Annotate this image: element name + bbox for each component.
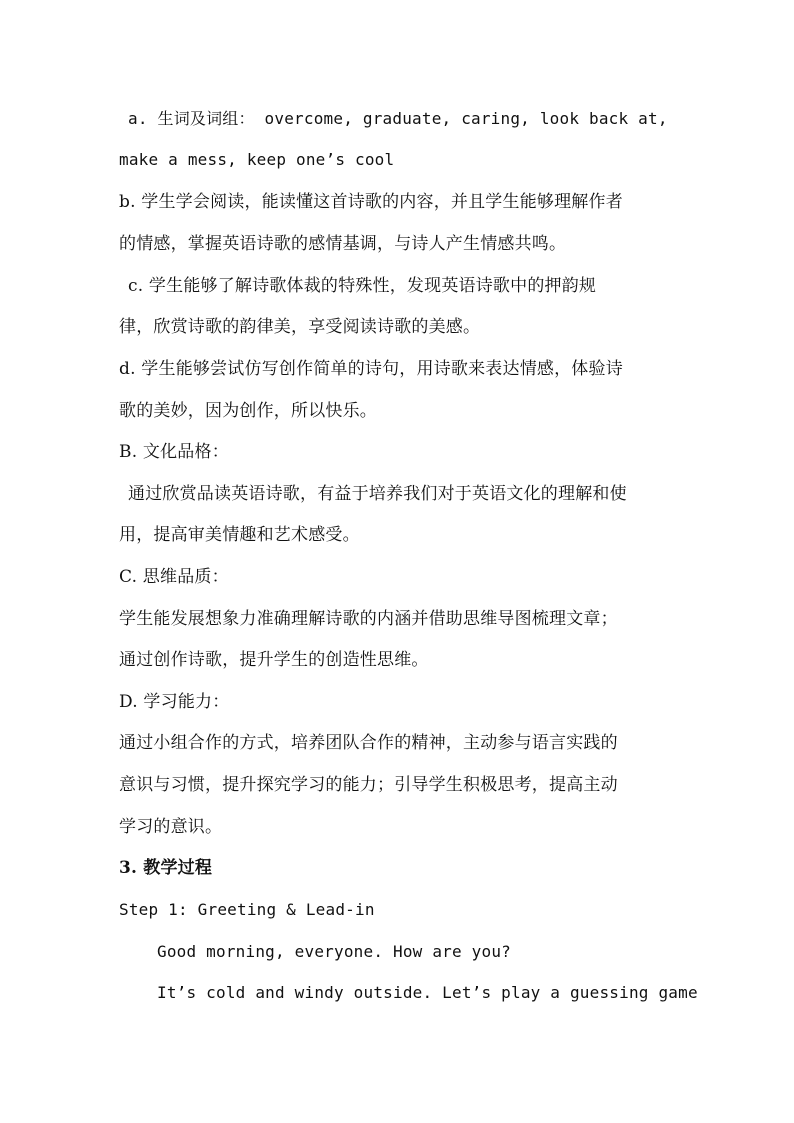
section-b-text-line-2: 用，提高审美情趣和艺术感受。 — [119, 525, 360, 545]
section-b-text-line-1: 通过欣赏品读英语诗歌，有益于培养我们对于英语文化的理解和使 — [128, 484, 627, 504]
teaching-process-heading: 3. 教学过程 — [119, 858, 213, 878]
objective-d-line-1: d. 学生能够尝试仿写创作简单的诗句，用诗歌来表达情感，体验诗 — [119, 359, 623, 379]
section-c-text-line-2: 通过创作诗歌，提升学生的创造性思维。 — [119, 650, 429, 670]
step-1-heading: Step 1: Greeting & Lead-in — [119, 900, 375, 919]
section-d-text-line-3: 学习的意识。 — [119, 817, 223, 837]
section-d-heading: D. 学习能力： — [119, 692, 230, 712]
section-d-text-line-1: 通过小组合作的方式，培养团队合作的精神，主动参与语言实践的 — [119, 733, 618, 753]
section-b-heading: B. 文化品格： — [119, 442, 229, 462]
section-c-text-line-1: 学生能发展想象力准确理解诗歌的内涵并借助思维导图梳理文章； — [119, 609, 618, 629]
objective-b-line-1: b. 学生学会阅读，能读懂这首诗歌的内容，并且学生能够理解作者 — [119, 192, 623, 212]
greeting-line: Good morning, everyone. How are you? — [157, 942, 511, 961]
section-c-heading: C. 思维品质： — [119, 567, 229, 587]
objective-a-line-1: a. 生词及词组： overcome, graduate, caring, look back at, — [128, 109, 668, 128]
objective-a-line-2: make a mess, keep one’s cool — [119, 150, 395, 169]
objective-c-line-2: 律，欣赏诗歌的韵律美，享受阅读诗歌的美感。 — [119, 317, 481, 337]
objective-c-line-1: c. 学生能够了解诗歌体裁的特殊性，发现英语诗歌中的押韵规 — [128, 276, 597, 296]
lead-in-line: It’s cold and windy outside. Let’s play a guessing game — [157, 983, 698, 1002]
objective-d-line-2: 歌的美妙，因为创作，所以快乐。 — [119, 401, 377, 421]
objective-b-line-2: 的情感，掌握英语诗歌的感情基调，与诗人产生情感共鸣。 — [119, 234, 567, 254]
section-d-text-line-2: 意识与习惯，提升探究学习的能力；引导学生积极思考，提高主动 — [119, 775, 618, 795]
